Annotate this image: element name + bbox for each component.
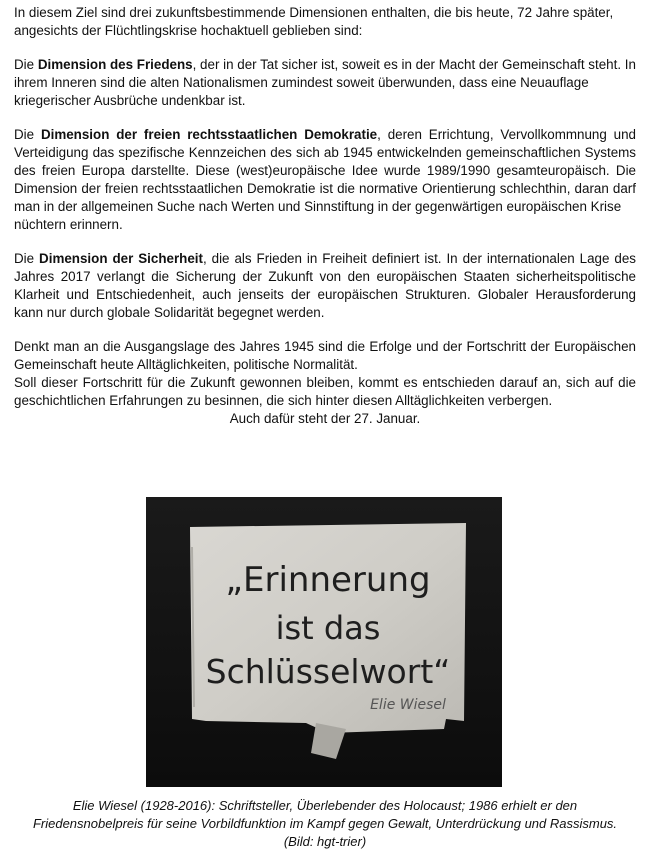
paragraph-text: nüchtern erinnern. [14, 217, 123, 232]
quote-sign-image [146, 497, 502, 787]
image-caption [20, 797, 630, 851]
bold-term: Dimension der Sicherheit [39, 251, 203, 266]
conclusion-paragraph [14, 338, 636, 428]
bold-term: Dimension des Friedens [37, 57, 193, 72]
closing-line: Auch dafür steht der 27. Januar. [229, 411, 421, 426]
democracy-paragraph-tail [14, 216, 636, 234]
paragraph-text: , die als Frieden in Freiheit definiert ist. In der internationalen Lage des Jahres 2017 verlangt die Sicherung der Zukunft von den europäischen Staaten sicherheitspolitische Klarheit und Entschiedenheit, auch jenseits der europäischen Strukturen. Globaler Herausforderung kann nur durch globale Solidarität begegnet werden. [14, 251, 636, 320]
democracy-paragraph [14, 126, 636, 216]
sign-line: ist das [275, 609, 381, 647]
security-paragraph [14, 250, 636, 322]
paragraph-text: Denkt man an die Ausgangslage des Jahres 1945 sind die Erfolge und der Fortschritt der Europäischen Gemeinschaft heute Alltäglichkeiten, politische Normalität. [14, 339, 636, 372]
paragraph-text: , deren Errichtung, Vervollkommnung und Verteidigung das spezifische Kennzeichen des sich ab 1945 entwickelnden gemeinschaftlichen Systems des freien Europa darstellte. Diese (west)europäische Idee wurde 1989/1990 gesamteuropäisch. Die Dimension der freien rechtsstaatlichen Demokratie ist die normative Orientierung schlechthin, daran darf man in der allgemeinen Suche nach Werten und Sinnstiftung in der gegenwärtigen europäischen Krise [14, 127, 636, 214]
paragraph-text: , der in der Tat sicher ist, soweit es in der Macht der Gemeinschaft steht. In ihrem Inneren sind die alten Nationalismen zumindest soweit überwunden, dass eine Neuauflage kriegerischer Ausbrüche undenkbar ist. [14, 57, 636, 108]
sign-line: „Erinnerung [225, 560, 431, 600]
caption-line: Friedensnobelpreis für seine Vorbildfunktion im Kampf gegen Gewalt, Unterdrückung und Rassismus. [32, 816, 618, 831]
paragraph-text: Soll dieser Fortschritt für die Zukunft gewonnen bleiben, kommt es entschieden darauf an, sich auf die geschichtlichen Erfahrungen zu besinnen, die sich hinter diesen Alltäglichkeiten verbergen. [14, 375, 636, 408]
intro-line: angesichts der Flüchtlingskrise hochaktuell geblieben sind: [14, 23, 363, 38]
paragraph-text: Die [14, 57, 38, 72]
paragraph-text: Die [14, 127, 41, 142]
caption-line: Elie Wiesel (1928-2016): Schriftsteller, Überlebender des Holocaust; 1986 erhielt er den [72, 798, 578, 813]
caption-line: (Bild: hgt-trier) [283, 834, 367, 849]
document-body [14, 4, 636, 428]
intro-line: In diesem Ziel sind drei zukunftsbestimmende Dimensionen enthalten, die bis heute, 72 Jahre später, [14, 5, 614, 20]
quote-photo [146, 497, 502, 787]
sign-line: Schlüsselwort“ [205, 652, 451, 691]
paragraph-text: Die [14, 251, 40, 266]
intro-paragraph [14, 4, 636, 40]
bold-term: Dimension der freien rechtsstaatlichen Demokratie [40, 127, 378, 142]
peace-paragraph [14, 56, 636, 110]
sign-signature: Elie Wiesel [370, 697, 446, 713]
